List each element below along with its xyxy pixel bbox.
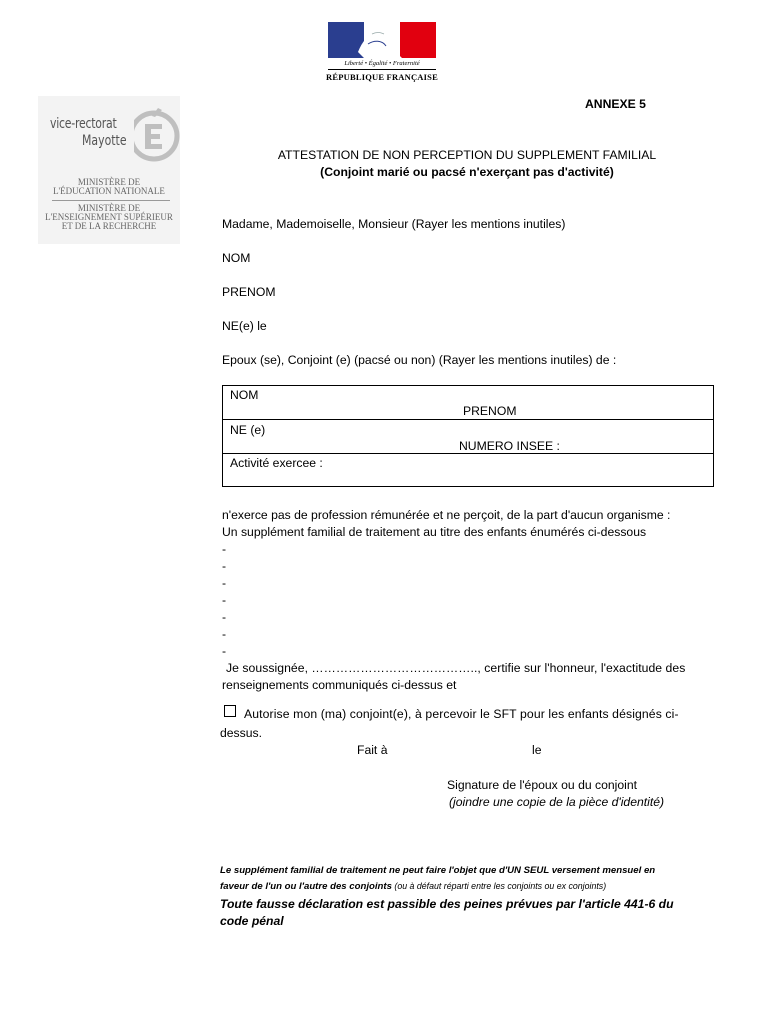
child-entry: - xyxy=(222,644,227,658)
logo-divider xyxy=(52,200,170,201)
table-row xyxy=(223,386,713,420)
republic-motto: Liberté • Égalité • Fraternité xyxy=(344,60,420,67)
child-entry: - xyxy=(222,627,227,641)
vice-rectorat-line2: Mayotte xyxy=(82,133,127,149)
authorize-line1: Autorise mon (ma) conjoint(e), à percevoir le SFT pour les enfants désignés ci- xyxy=(244,707,679,721)
certify-line2: renseignements communiqués ci-dessus et xyxy=(222,678,457,692)
spouse-field: Epoux (se), Conjoint (e) (pacsé ou non) (Rayer les mentions inutiles) de : xyxy=(222,353,617,367)
table-nom-label: NOM xyxy=(230,388,259,402)
table-prenom-label: PRENOM xyxy=(463,404,517,418)
republic-name: RÉPUBLIQUE FRANÇAISE xyxy=(326,72,438,82)
ministry-higher-line3: ET DE LA RECHERCHE xyxy=(61,221,157,231)
child-entry: - xyxy=(222,610,227,624)
table-activity-label: Activité exercee : xyxy=(230,456,323,470)
footer-note-line2-bold: faveur de l'un ou l'autre des conjoints xyxy=(220,881,392,892)
authorize-checkbox[interactable] xyxy=(224,705,236,717)
declaration-line1: n'exerce pas de profession rémunérée et ne perçoit, de la part d'aucun organisme : xyxy=(222,508,671,522)
prenom-field: PRENOM xyxy=(222,285,276,299)
child-entry: - xyxy=(222,576,227,590)
table-row xyxy=(223,454,713,488)
birth-date-field: NE(e) le xyxy=(222,319,267,333)
authorize-line2: dessus. xyxy=(220,726,263,740)
ministry-higher-education xyxy=(38,204,180,231)
logo-rule xyxy=(328,69,436,70)
ministry-education xyxy=(38,178,180,196)
ministry-higher-line2: L'ENSEIGNEMENT SUPÉRIEUR xyxy=(45,212,173,222)
child-entry: - xyxy=(222,593,227,607)
civility-field: Madame, Mademoiselle, Monsieur (Rayer les mentions inutiles) xyxy=(222,217,566,231)
footer-note-line2-detail: (ou à défaut réparti entre les conjoints ou ex conjoints) xyxy=(391,881,607,891)
table-birth-label: NE (e) xyxy=(230,423,266,437)
child-entry: - xyxy=(222,542,227,556)
vice-rectorat-line1: vice-rectorat xyxy=(50,116,117,132)
spouse-info-table xyxy=(222,385,714,487)
signature-label: Signature de l'époux ou du conjoint xyxy=(447,778,638,792)
footer-note-line2 xyxy=(220,881,606,892)
signature-note: (joindre une copie de la pièce d'identité) xyxy=(449,795,665,809)
marianne-flag-icon xyxy=(328,22,436,58)
annex-label: ANNEXE 5 xyxy=(585,97,646,111)
certify-line1: Je soussignée, ………………………………….., certifie sur l'honneur, l'exactitude des xyxy=(226,661,686,675)
education-e-emblem-icon xyxy=(134,96,180,174)
child-entry: - xyxy=(222,559,227,573)
document-title: ATTESTATION DE NON PERCEPTION DU SUPPLEMENT FAMILIAL xyxy=(277,148,657,162)
footer-note-line1: Le supplément familial de traitement ne peut faire l'objet que d'UN SEUL versement mensuel en xyxy=(220,865,656,876)
declaration-line2: Un supplément familial de traitement au titre des enfants énumérés ci-dessous xyxy=(222,525,647,539)
table-insee-label: NUMERO INSEE : xyxy=(459,439,560,453)
ministry-higher-line1: MINISTÈRE DE xyxy=(77,203,141,213)
warning-line1: Toute fausse déclaration est passible des peines prévues par l'article 441-6 du xyxy=(220,897,674,911)
ministry-education-line1: MINISTÈRE DE xyxy=(77,177,141,187)
fait-a-label: Fait à xyxy=(357,743,388,757)
warning-line2: code pénal xyxy=(220,914,284,928)
nom-field: NOM xyxy=(222,251,251,265)
republique-francaise-logo xyxy=(326,20,438,88)
document-subtitle: (Conjoint marié ou pacsé n'exerçant pas d'activité) xyxy=(320,165,614,179)
ministry-education-line2: L'ÉDUCATION NATIONALE xyxy=(53,186,165,196)
date-label: le xyxy=(532,743,542,757)
table-row xyxy=(223,420,713,454)
